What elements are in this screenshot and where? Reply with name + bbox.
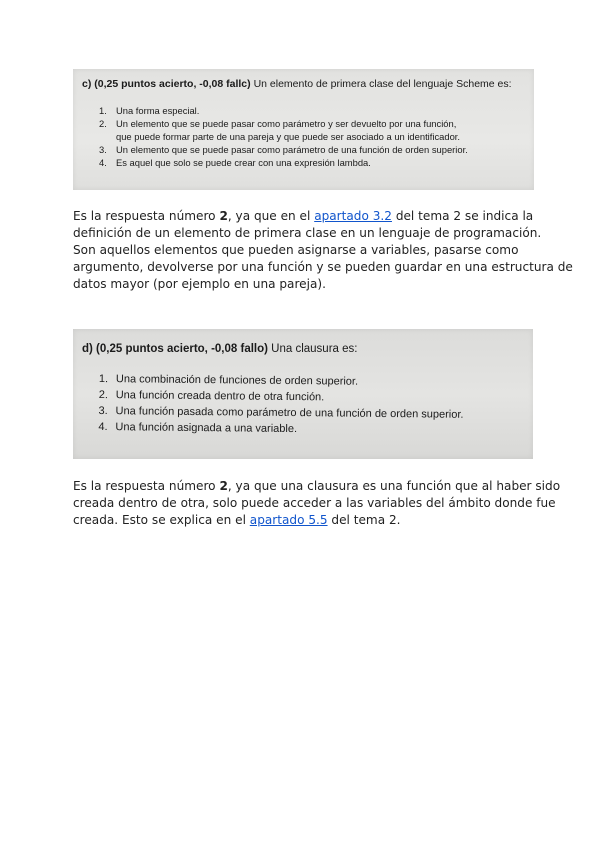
- option-text: Una función creada dentro de otra función.: [115, 389, 325, 404]
- question-c-title: [82, 78, 512, 90]
- option-number: 1.: [99, 105, 107, 116]
- answer-d-line-2: creada dentro de otra, solo puede acceder a las variables del ámbito donde fue: [73, 496, 556, 510]
- answer-c-text: , ya que en el: [227, 209, 315, 223]
- option-text: Un elemento que se puede pasar como parámetro de una función de orden superior.: [116, 144, 468, 155]
- apartado-5-5-link[interactable]: apartado 5.5: [249, 513, 328, 527]
- option-text-continued: que puede formar parte de una pareja y que puede ser asociado a un identificador.: [116, 131, 460, 142]
- answer-d-number: 2: [219, 479, 228, 493]
- option-number: 3.: [99, 144, 107, 155]
- answer-c-line-4: argumento, devolverse por una función y se pueden guardar en una estructura de: [73, 260, 573, 274]
- question-d-title: [82, 343, 357, 355]
- answer-c-text: Es la respuesta número: [73, 209, 220, 223]
- answer-d-text: Es la respuesta número: [73, 479, 220, 493]
- option-text: Una forma especial.: [116, 105, 200, 116]
- answer-d-line-1: [73, 478, 573, 495]
- apartado-3-2-link[interactable]: apartado 3.2: [314, 209, 392, 223]
- option-number: 2.: [98, 388, 108, 402]
- option-number: 1.: [98, 372, 109, 386]
- question-d-options: [98, 371, 464, 439]
- option-text: Una combinación de funciones de orden superior.: [115, 373, 359, 388]
- option-number: 4.: [99, 157, 107, 168]
- answer-d-paragraph: [73, 478, 573, 529]
- answer-d-line-3: [73, 512, 573, 529]
- question-c-option-1: [99, 104, 468, 117]
- question-d-option-4: [98, 419, 463, 439]
- question-c-option-4: [99, 156, 468, 169]
- question-c-option-3: [99, 143, 468, 156]
- option-text: Una función asignada a una variable.: [115, 421, 298, 436]
- option-number: 4.: [98, 420, 108, 434]
- answer-d-text: creada. Esto se explica en el: [73, 513, 250, 527]
- option-text: Una función pasada como parámetro de una función de orden superior.: [115, 405, 464, 421]
- answer-c-text: del tema 2 se indica la: [391, 209, 534, 223]
- question-d-image: [73, 329, 533, 459]
- question-d-text: Una clausura es:: [271, 343, 358, 355]
- answer-c-line-1: [73, 208, 573, 225]
- answer-c-number: 2: [219, 209, 228, 223]
- answer-c-line-3: Son aquellos elementos que pueden asignarse a variables, pasarse como: [73, 243, 519, 257]
- answer-d-text: , ya que una clausura es una función que al haber sido: [227, 479, 561, 493]
- question-c-options: [99, 104, 468, 169]
- option-text: Un elemento que se puede pasar como parámetro y ser devuelto por una función,: [116, 118, 457, 129]
- option-number: 2.: [99, 118, 107, 129]
- question-c-text: Un elemento de primera clase del lenguaje Scheme es:: [253, 78, 512, 90]
- question-c-option-2: [99, 117, 468, 143]
- question-c-image: [73, 69, 534, 190]
- answer-c-line-2: definición de un elemento de primera clase en un lenguaje de programación.: [73, 226, 542, 240]
- option-text: Es aquel que solo se puede crear con una expresión lambda.: [116, 157, 371, 168]
- option-number: 3.: [98, 404, 108, 418]
- question-c-prefix: c) (0,25 puntos acierto, -0,08 fallc): [82, 78, 251, 90]
- answer-c-line-5: datos mayor (por ejemplo en una pareja).: [73, 277, 326, 291]
- answer-c-paragraph: [73, 208, 573, 293]
- question-d-prefix: d) (0,25 puntos acierto, -0,08 fallo): [82, 343, 268, 355]
- answer-d-text: del tema 2.: [327, 513, 401, 527]
